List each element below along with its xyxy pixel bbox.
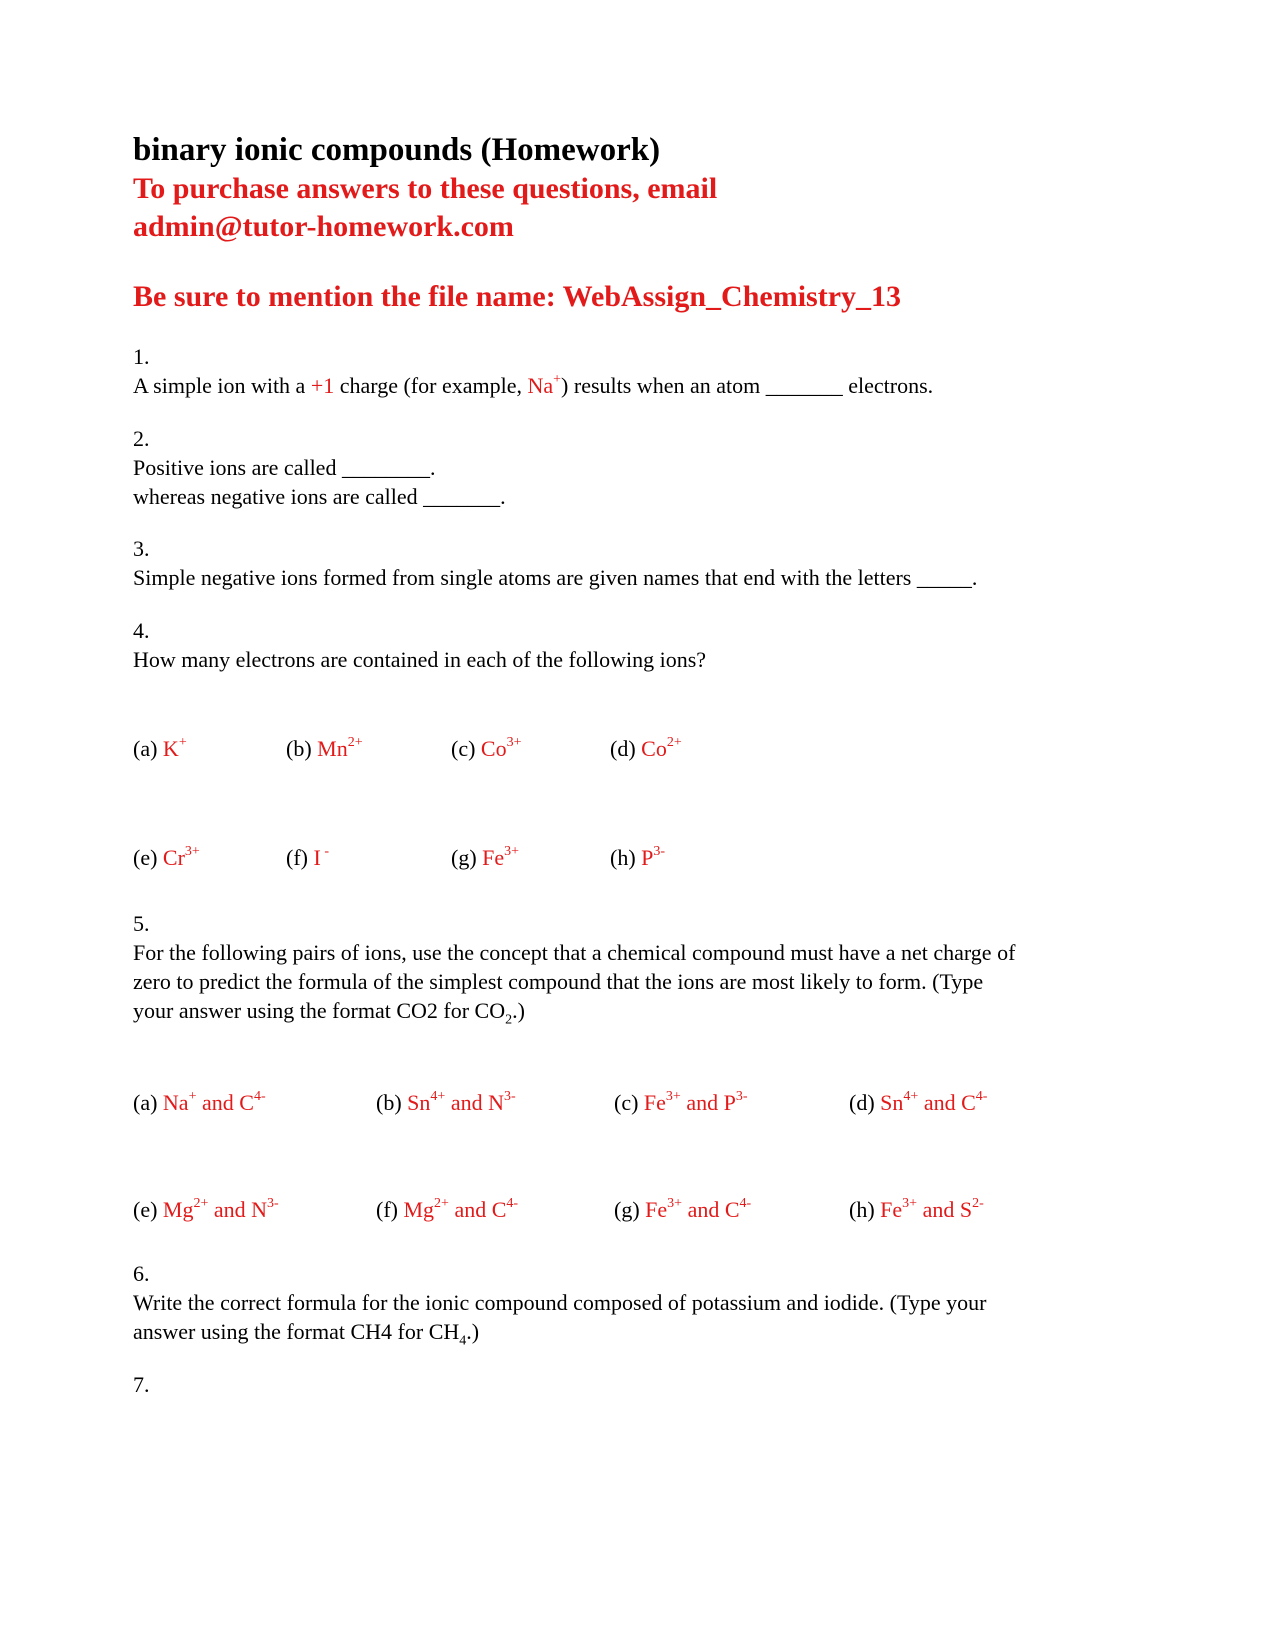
question-7	[133, 1370, 1143, 1399]
q5-ion-pair-item	[133, 1090, 266, 1116]
anion-charge: 4-	[739, 1195, 752, 1211]
ion	[481, 736, 522, 761]
item-label: (b)	[376, 1090, 408, 1115]
question-text-line-2: whereas negative ions are called _______.	[133, 484, 506, 509]
question-3	[133, 534, 1143, 592]
ion-pair	[645, 1197, 751, 1222]
and-word: and	[208, 1197, 252, 1222]
cation-charge: 3+	[902, 1195, 918, 1211]
ion-charge: 3+	[184, 843, 200, 859]
ion	[313, 845, 329, 870]
question-number: 2.	[133, 426, 150, 451]
question-text-line-1: Positive ions are called ________.	[133, 455, 436, 480]
q4-ion-item	[286, 845, 329, 871]
anion-charge: 3-	[267, 1195, 279, 1211]
ion-charge: -	[320, 843, 329, 859]
subscript: 4	[459, 1333, 467, 1349]
cation-charge: 2+	[193, 1195, 209, 1211]
item-label: (f)	[286, 845, 314, 870]
question-text-line-3	[133, 996, 1143, 1028]
anion-charge: 4-	[975, 1088, 988, 1104]
item-label: (b)	[286, 736, 318, 761]
q4-ion-item	[133, 845, 200, 871]
cation-charge: 3+	[665, 1088, 681, 1104]
question-number: 5.	[133, 911, 150, 936]
ion	[163, 845, 200, 870]
ion-pair	[880, 1090, 987, 1115]
and-word: and	[917, 1197, 960, 1222]
ion-charge: +	[553, 371, 562, 387]
ion-symbol: Co	[480, 736, 507, 761]
cation-symbol: Fe	[645, 1197, 668, 1222]
and-word: and	[196, 1090, 240, 1115]
question-text-line-1: For the following pairs of ions, use the concept that a chemical compound must have a net charge of	[133, 940, 1016, 965]
item-label: (g)	[451, 845, 483, 870]
question-text: Simple negative ions formed from single atoms are given names that end with the letters _____.	[133, 565, 978, 590]
cation-symbol: Na	[162, 1090, 189, 1115]
anion-symbol: S	[959, 1197, 973, 1222]
q1-text-pre: A simple ion with a	[133, 373, 311, 398]
anion-charge: 3-	[735, 1088, 748, 1104]
question-text: How many electrons are contained in each of the following ions?	[133, 647, 707, 672]
and-word: and	[680, 1090, 724, 1115]
cation-symbol: Sn	[407, 1090, 431, 1115]
item-label: (d)	[849, 1090, 881, 1115]
and-word: and	[918, 1090, 962, 1115]
anion-symbol: N	[488, 1090, 504, 1115]
ion-pair	[407, 1090, 515, 1115]
item-label: (c)	[451, 736, 481, 761]
ion-pair	[163, 1090, 266, 1115]
cation-symbol: Mg	[403, 1197, 435, 1222]
anion-symbol: C	[239, 1090, 254, 1115]
q4-ion-item	[133, 736, 187, 762]
ion-symbol: P	[641, 845, 654, 870]
ion-symbol: Mn	[317, 736, 348, 761]
ion	[482, 845, 519, 870]
question-number: 1.	[133, 344, 150, 369]
question-5	[133, 909, 1143, 1028]
cation-charge: 4+	[430, 1088, 446, 1104]
question-number: 6.	[133, 1261, 150, 1286]
item-label: (d)	[610, 736, 642, 761]
q1-ion	[527, 373, 561, 398]
ion	[641, 845, 665, 870]
item-label: (a)	[133, 736, 163, 761]
and-word: and	[682, 1197, 725, 1222]
cation-symbol: Mg	[162, 1197, 194, 1222]
ion-symbol: Na	[527, 373, 554, 398]
ion-symbol: Co	[641, 736, 667, 761]
ion-pair	[403, 1197, 518, 1222]
q4-ion-item	[610, 845, 665, 871]
ion-charge: 2+	[347, 734, 363, 750]
ion-symbol: I	[313, 845, 321, 870]
line-text-end: .)	[466, 1319, 480, 1344]
promo-email: admin@tutor-homework.com	[133, 210, 514, 243]
anion-symbol: N	[251, 1197, 268, 1222]
question-text-line-1: Write the correct formula for the ionic compound composed of potassium and iodide. (Type your	[133, 1290, 987, 1315]
item-label: (e)	[133, 845, 163, 870]
ion-symbol: Cr	[162, 845, 185, 870]
page-title: binary ionic compounds (Homework)	[133, 132, 661, 168]
ion	[641, 736, 682, 761]
cation-charge: 3+	[667, 1195, 683, 1211]
cation-symbol: Sn	[880, 1090, 904, 1115]
anion-charge: 2-	[972, 1195, 984, 1211]
q4-ion-item	[451, 736, 522, 762]
question-4	[133, 616, 1143, 674]
q5-ion-pair-item	[133, 1197, 279, 1223]
item-label: (h)	[610, 845, 642, 870]
q1-text-mid: charge (for example,	[334, 373, 528, 398]
line-text-end: .)	[512, 998, 525, 1023]
question-6	[133, 1259, 1143, 1349]
question-number: 3.	[133, 536, 150, 561]
line-text: answer using the format CH4 for CH	[133, 1319, 460, 1344]
ion	[317, 736, 362, 761]
item-label: (h)	[849, 1197, 881, 1222]
ion-pair	[880, 1197, 984, 1222]
anion-symbol: P	[723, 1090, 736, 1115]
q5-ion-pair-item	[849, 1090, 987, 1116]
and-word: and	[445, 1090, 489, 1115]
ion-symbol: K	[162, 736, 179, 761]
and-word: and	[448, 1197, 492, 1222]
q4-ion-item	[610, 736, 682, 762]
q5-ion-pair-item	[614, 1197, 751, 1223]
ion-charge: 3-	[653, 843, 666, 859]
cation-symbol: Fe	[643, 1090, 666, 1115]
ion-symbol: Fe	[482, 845, 505, 870]
ion-charge: 3+	[506, 734, 522, 750]
ion-charge: 3+	[504, 843, 520, 859]
cation-symbol: Fe	[880, 1197, 903, 1222]
q4-ion-item	[286, 736, 363, 762]
ion-pair	[163, 1197, 279, 1222]
q5-ion-pair-item	[376, 1197, 518, 1223]
promo-line-1: To purchase answers to these questions, email	[133, 172, 718, 205]
promo-file-name: Be sure to mention the file name: WebAssign_Chemistry_13	[133, 280, 902, 313]
anion-charge: 3-	[503, 1088, 516, 1104]
anion-charge: 4-	[506, 1195, 519, 1211]
ion-pair	[644, 1090, 748, 1115]
question-number: 7.	[133, 1372, 150, 1397]
q5-ion-pair-item	[849, 1197, 984, 1223]
question-text-line-2	[133, 1317, 1143, 1349]
question-2	[133, 424, 1143, 511]
ion-charge: +	[178, 734, 187, 750]
anion-symbol: C	[491, 1197, 507, 1222]
ion	[163, 736, 187, 761]
question-number: 4.	[133, 618, 150, 643]
subscript: 2	[505, 1012, 513, 1028]
item-label: (g)	[614, 1197, 646, 1222]
cation-charge: 2+	[434, 1195, 449, 1211]
anion-symbol: C	[961, 1090, 976, 1115]
q5-ion-pair-item	[376, 1090, 516, 1116]
q5-ion-pair-item	[614, 1090, 748, 1116]
item-label: (c)	[614, 1090, 644, 1115]
cation-charge: +	[188, 1088, 197, 1104]
anion-charge: 4-	[253, 1088, 266, 1104]
q1-charge: +1	[310, 373, 335, 398]
document-page	[133, 130, 1143, 316]
question-1	[133, 342, 1143, 400]
question-text	[133, 371, 1143, 400]
question-text-line-2: zero to predict the formula of the simplest compound that the ions are most likely to form. (Type	[133, 969, 984, 994]
item-label: (f)	[376, 1197, 404, 1222]
q1-text-post: ) results when an atom _______ electrons.	[561, 373, 934, 398]
line-text: your answer using the format CO2 for CO	[133, 998, 506, 1023]
item-label: (e)	[133, 1197, 163, 1222]
anion-symbol: C	[724, 1197, 740, 1222]
ion-charge: 2+	[666, 734, 682, 750]
item-label: (a)	[133, 1090, 163, 1115]
cation-charge: 4+	[903, 1088, 919, 1104]
q4-ion-item	[451, 845, 519, 871]
